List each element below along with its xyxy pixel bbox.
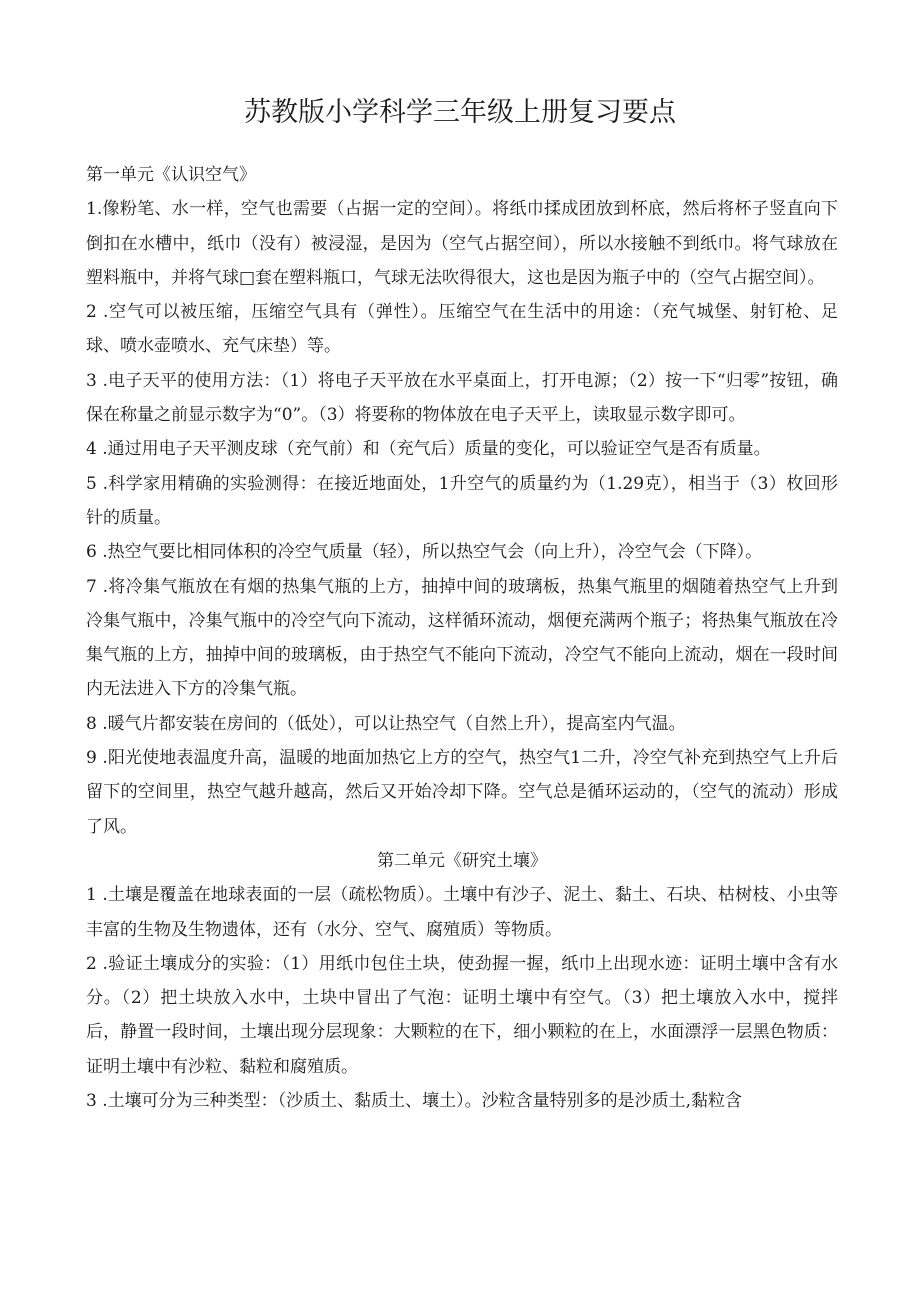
unit2-item-2: 2 .验证土壤成分的实验：（1）用纸巾包住土块，使劲握一握，纸巾上出现水迹：证明土壤中含有水分。（2）把土块放入水中，土块中冒出了气泡：证明土壤中有空气。（3）把土壤放入水中，搅拌后，静置一段时间，土壤出现分层现象：大颗粒的在下，细小颗粒的在上，水面漂浮一层黑色物质：证明土壤中有沙粒、黏粒和腐殖质。 xyxy=(86,953,838,1077)
unit1-item-3: 3 .电子天平的使用方法：（1）将电子天平放在水平桌面上，打开电源；（2）按一下“归零”按钮，确保在称量之前显示数字为“0”。（3）将要称的物体放在电子天平上，读取显示数字即可。 xyxy=(86,370,838,426)
unit1-heading: 第一单元《认识空气》 xyxy=(86,165,256,185)
unit2-item-1: 1 .土壤是覆盖在地球表面的一层（疏松物质）。土壤中有沙子、泥土、黏土、石块、枯树枝、小虫等丰富的生物及生物遗体，还有（水分、空气、腐殖质）等物质。 xyxy=(86,885,838,940)
unit1-item-7: 7 .将冷集气瓶放在有烟的热集气瓶的上方，抽掉中间的玻璃板，热集气瓶里的烟随着热空气上升到冷集气瓶中，冷集气瓶中的冷空气向下流动，这样循环流动，烟便充满两个瓶子；将热集气瓶放在冷集气瓶的上方，抽掉中间的玻璃板，由于热空气不能向下流动，冷空气不能向上流动，烟在一段时间内无法进入下方的冷集气瓶。 xyxy=(86,576,838,700)
unit1-item-2: 2 .空气可以被压缩，压缩空气具有（弹性）。压缩空气在生活中的用途：（充气城堡、射钉枪、足球、喷水壶喷水、充气床垫）等。 xyxy=(86,302,838,357)
unit2-heading: 第二单元《研究土壤》 xyxy=(377,850,547,871)
document-body xyxy=(86,158,838,1118)
unit1-item-1: 1.像粉笔、水一样，空气也需要（占据一定的空间）。将纸巾揉成团放到杯底，然后将杯子竖直向下倒扣在水槽中，纸巾（没有）被浸湿，是因为（空气占据空间），所以水接触不到纸巾。将气球放在塑料瓶中，并将气球□套在塑料瓶口，气球无法吹得很大，这也是因为瓶子中的（空气占据空间）。 xyxy=(86,199,838,288)
document-title: 苏教版小学科学三年级上册复习要点 xyxy=(244,97,676,128)
unit1-item-8: 8 .暖气片都安装在房间的（低处），可以让热空气（自然上升），提高室内气温。 xyxy=(86,713,686,734)
unit1-item-6: 6 .热空气要比相同体积的冷空气质量（轻），所以热空气会（向上升），冷空气会（下降）。 xyxy=(86,542,763,563)
unit1-item-5: 5 .科学家用精确的实验测得：在接近地面处，1升空气的质量约为（1.29克），相当于（3）枚回形针的质量。 xyxy=(86,473,838,528)
unit1-item-4: 4 .通过用电子天平测皮球（充气前）和（充气后）质量的变化，可以验证空气是否有质量。 xyxy=(86,439,771,460)
unit1-item-9: 9 .阳光使地表温度升高，温暖的地面加热它上方的空气，热空气1二升，冷空气补充到热空气上升后留下的空间里，热空气越升越高，然后又开始冷却下降。空气总是循环运动的，（空气的流动）形成了风。 xyxy=(86,748,838,837)
unit2-item-3: 3 .土壤可分为三种类型：（沙质土、黏质土、壤土）。沙粒含量特别多的是沙质土,黏粒含 xyxy=(86,1091,743,1112)
